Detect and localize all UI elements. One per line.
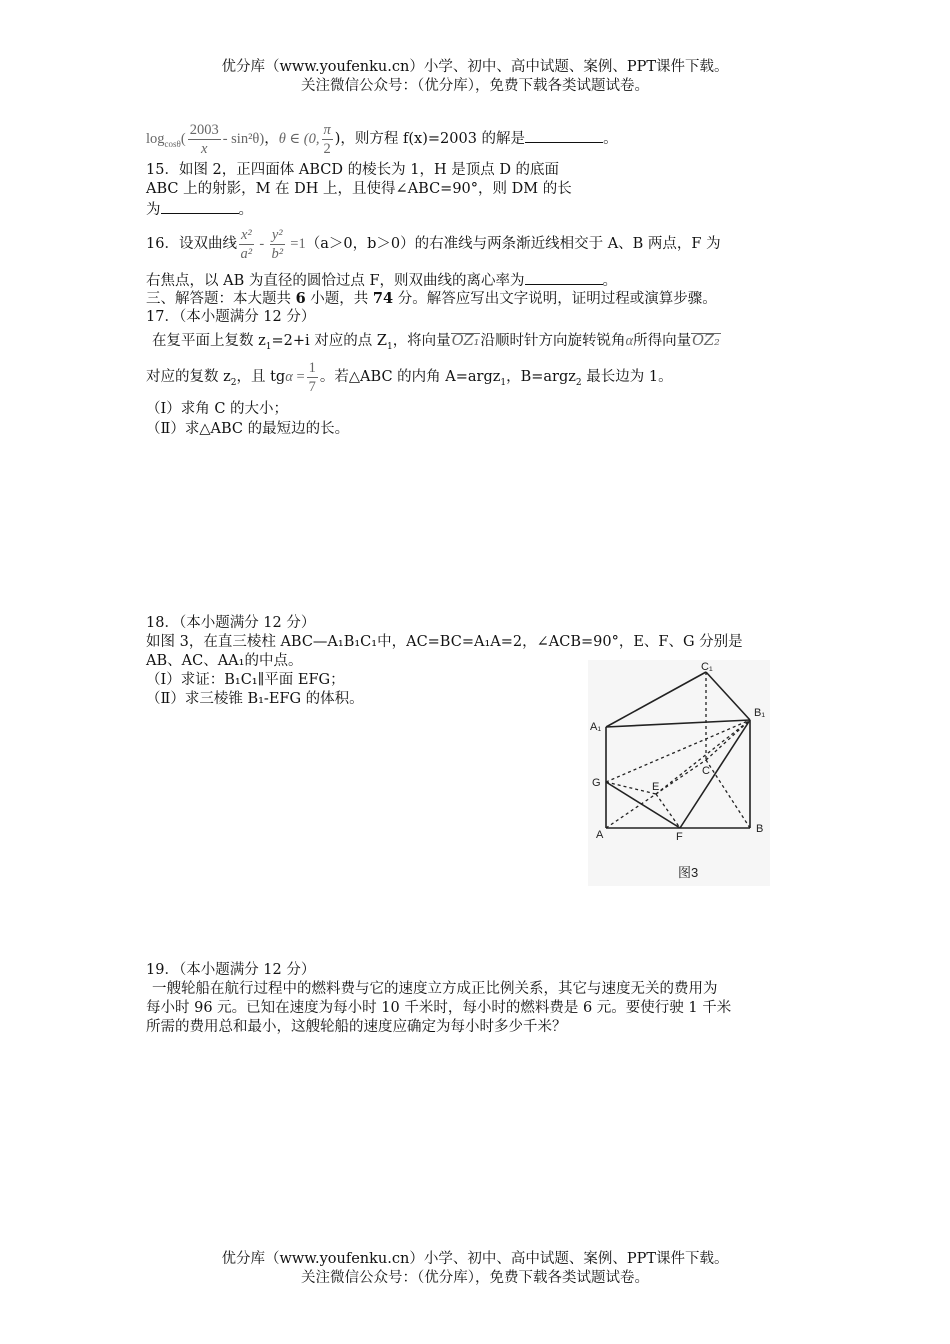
q16-answer-blank xyxy=(525,270,603,285)
figure-background xyxy=(588,660,770,886)
q15-line3 xyxy=(146,199,253,220)
label-c1: C₁ xyxy=(701,661,713,673)
q14-end: 。 xyxy=(603,131,618,147)
q16-frac-y xyxy=(270,226,285,263)
label-c: C xyxy=(702,765,710,777)
section3-text-c: 分。解答应写出文字说明，证明过程或演算步骤。 xyxy=(393,291,717,307)
q18-title: 18．（本小题满分 12 分） xyxy=(146,615,316,631)
section3-text-a: 三、解答题：本大题共 xyxy=(146,291,296,307)
q17-line2: 对应的复数 $z_2$，且 tgα = $\frac{1}{7}$ 。若△ABC 的内角 A=argz$_1$，B=argz$_2$ 最长边为 1。 xyxy=(146,359,673,395)
section3-count: 6 xyxy=(295,290,306,307)
label-b: B xyxy=(756,823,764,835)
q16-line2 xyxy=(146,270,617,291)
section3-heading xyxy=(146,289,717,309)
q15-line3-prefix: 为 xyxy=(146,202,161,218)
q18-line1: 如图 3，在直三棱柱 ABC—A₁B₁C₁中，AC=BC=A₁A=2，∠ACB=90°，E、F、G 分别是 xyxy=(146,634,743,650)
page-header-line2: 关注微信公众号：（优分库），免费下载各类试题试卷。 xyxy=(301,78,649,94)
q14-fraction xyxy=(188,121,221,158)
q17-part1: （Ⅰ）求角 C 的大小； xyxy=(146,401,289,417)
label-a1: A₁ xyxy=(590,721,602,733)
tg-fraction: $\frac{1}{7}$ xyxy=(308,359,316,395)
q19-title: 19．（本小题满分 12 分） xyxy=(146,962,316,978)
q15-line1: 15．如图 2，正四面体 ABCD 的棱长为 1，H 是顶点 D 的底面 xyxy=(146,162,560,178)
log-symbol: log xyxy=(146,131,165,147)
q16-line2-end: 。 xyxy=(602,273,618,289)
q14-theta-range: θ ∈ (0, xyxy=(278,131,320,147)
q19-line3: 所需的费用总和最小，这艘轮船的速度应确定为每小时多少千米？ xyxy=(146,1019,567,1035)
q14-pi-den: 2 xyxy=(323,140,331,157)
page-footer-line1: 优分库（www.youfenku.cn）小学、初中、高中试题、案例、PPT课件下载。 xyxy=(221,1251,729,1267)
label-f: F xyxy=(676,831,683,843)
label-b1: B₁ xyxy=(754,707,766,719)
q14-sin: - sin²θ) xyxy=(222,131,265,147)
q16-prefix: 16．设双曲线 xyxy=(146,236,237,252)
section3-score: 74 xyxy=(372,290,394,307)
q19-line2: 每小时 96 元。已知在速度为每小时 10 千米时，每小时的燃料费是 6 元。要使行驶 1 千米 xyxy=(146,1000,732,1016)
q17-part2: （Ⅱ）求△ABC 的最短边的长。 xyxy=(146,421,350,437)
label-g: G xyxy=(592,777,601,789)
q18-part1: （Ⅰ）求证：B₁C₁∥平面 EFG； xyxy=(146,672,345,688)
q19-line1: 一艘轮船在航行过程中的燃料费与它的速度立方成正比例关系，其它与速度无关的费用为 xyxy=(152,981,718,997)
q14-pi-fraction xyxy=(322,121,333,158)
page-footer-line2: 关注微信公众号：（优分库），免费下载各类试题试卷。 xyxy=(301,1270,649,1286)
q14-frac-den: x xyxy=(200,140,208,157)
q16-y2: y² xyxy=(271,226,283,243)
log-base: cosθ xyxy=(164,138,181,149)
page-header-line1: 优分库（www.youfenku.cn）小学、初中、高中试题、案例、PPT课件下载。 xyxy=(221,59,729,75)
q17-title: 17．（本小题满分 12 分） xyxy=(146,309,316,325)
q16-line1 xyxy=(146,222,721,266)
q16-frac-x xyxy=(239,226,254,263)
q16-x2: x² xyxy=(240,226,252,243)
alpha-symbol-2: α xyxy=(285,369,293,385)
q14-frac-num: 2003 xyxy=(189,121,219,138)
alpha-symbol: α xyxy=(625,333,634,349)
q16-suffix: （a＞0，b＞0）的右准线与两条渐近线相交于 A、B 两点，F 为 xyxy=(305,236,721,252)
q17-line1: 在复平面上复数 $z_1=2+i$ 对应的点 $Z_1$，将向量OZ₁沿顺时针方向旋转锐角α所得向量OZ₂ xyxy=(152,333,720,352)
label-a: A xyxy=(596,829,604,841)
q15-line2: ABC 上的射影，M 在 DH 上，且使得∠ABC=90°，则 DM 的长 xyxy=(146,181,572,197)
label-e: E xyxy=(652,781,660,793)
q14-suffix: )，则方程 f(x)=2003 的解是 xyxy=(334,131,526,147)
q15-answer-blank xyxy=(161,199,239,214)
q16-a2: a² xyxy=(240,245,253,262)
q16-b2: b² xyxy=(271,245,284,262)
q18-line2: AB、AC、AA₁的中点。 xyxy=(146,653,303,669)
q14-pi-num: π xyxy=(323,121,331,138)
q18-part2: （Ⅱ）求三棱锥 B₁-EFG 的体积。 xyxy=(146,691,364,707)
q16-line2-text: 右焦点，以 AB 为直径的圆恰过点 F，则双曲线的离心率为 xyxy=(146,273,525,289)
figure-3-prism xyxy=(588,660,770,886)
section3-text-b: 小题，共 xyxy=(305,291,373,307)
q14-line: $\log_{cos\theta}$( $\frac{2003}{x}$ - sin²θ)，θ ∈ (0, $\frac{\pi}{2}$ )，则方程 f(x)=2003 的解是 。 xyxy=(146,121,618,157)
vector-oz2: OZ₂ xyxy=(692,333,720,349)
vector-oz1: OZ₁ xyxy=(451,333,480,349)
q15-line3-end: 。 xyxy=(238,202,253,218)
q14-answer-blank xyxy=(525,128,603,143)
q16-eq: =1 xyxy=(286,236,306,252)
figure-caption: 图3 xyxy=(678,865,699,880)
q16-minus: - xyxy=(255,236,268,252)
